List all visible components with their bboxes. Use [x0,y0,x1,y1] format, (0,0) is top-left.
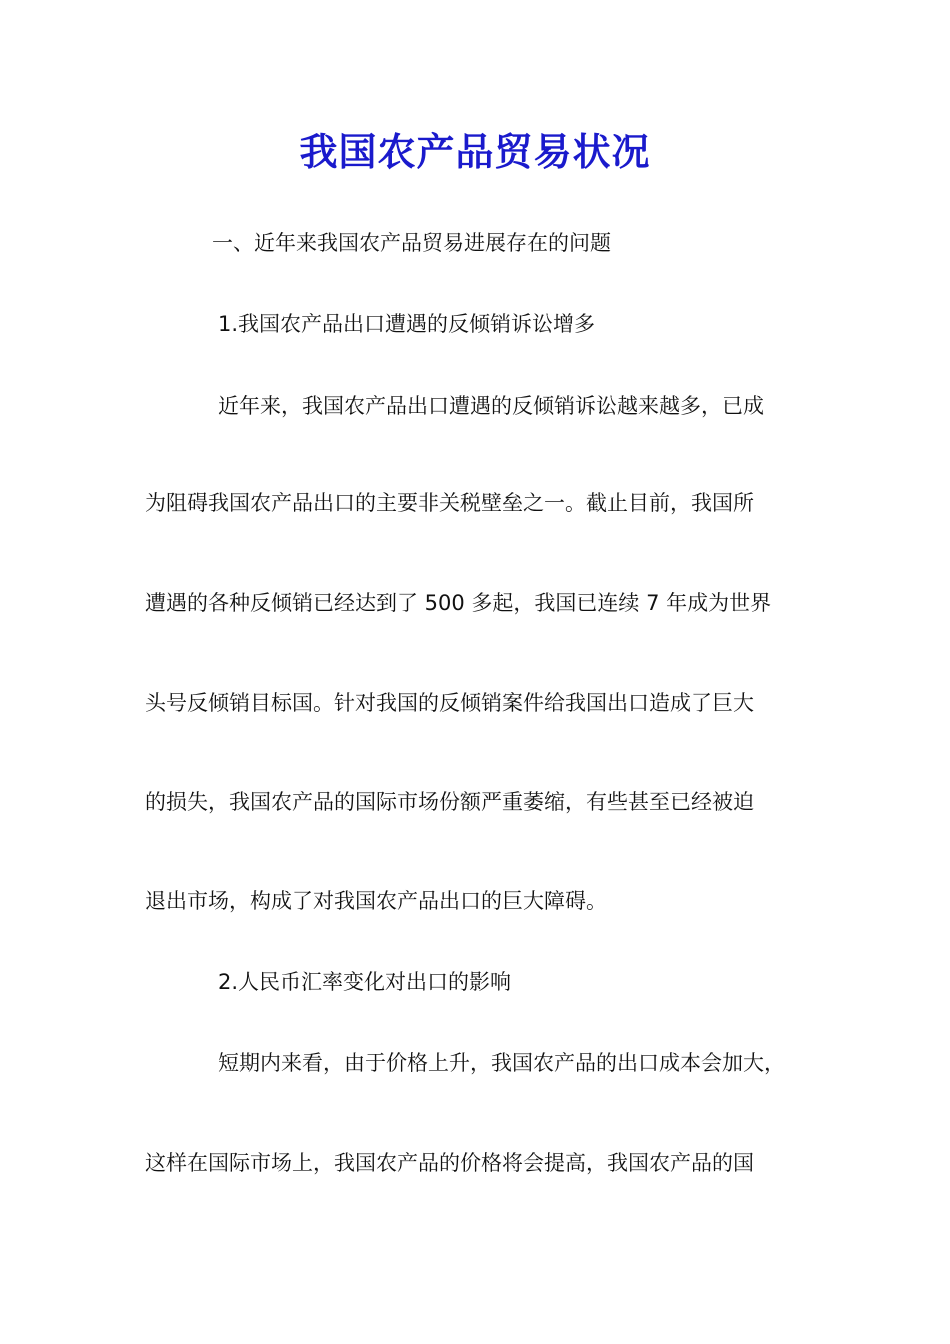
paragraph-2-line-2: 这样在国际市场上，我国农产品的价格将会提高，我国农产品的国 [145,1151,754,1175]
paragraph-1-line-4: 头号反倾销目标国。针对我国的反倾销案件给我国出口造成了巨大 [145,691,754,715]
subsection-heading-1: 1.我国农产品出口遭遇的反倾销诉讼增多 [218,312,596,336]
paragraph-1-line-5: 的损失，我国农产品的国际市场份额严重萎缩，有些甚至已经被迫 [145,790,754,814]
document-title: 我国农产品贸易状况 [299,129,651,174]
paragraph-2-line-1: 短期内来看，由于价格上升，我国农产品的出口成本会加大， [218,1051,785,1075]
section-heading: 一、近年来我国农产品贸易进展存在的问题 [212,231,611,255]
paragraph-1-line-3: 遭遇的各种反倾销已经达到了 500 多起，我国已连续 7 年成为世界 [145,591,772,615]
paragraph-1-line-6: 退出市场，构成了对我国农产品出口的巨大障碍。 [145,889,607,913]
paragraph-1-line-2: 为阻碍我国农产品出口的主要非关税壁垒之一。截止目前，我国所 [145,491,754,515]
paragraph-1-line-1: 近年来，我国农产品出口遭遇的反倾销诉讼越来越多，已成 [218,394,764,418]
subsection-heading-2: 2.人民币汇率变化对出口的影响 [218,970,512,994]
